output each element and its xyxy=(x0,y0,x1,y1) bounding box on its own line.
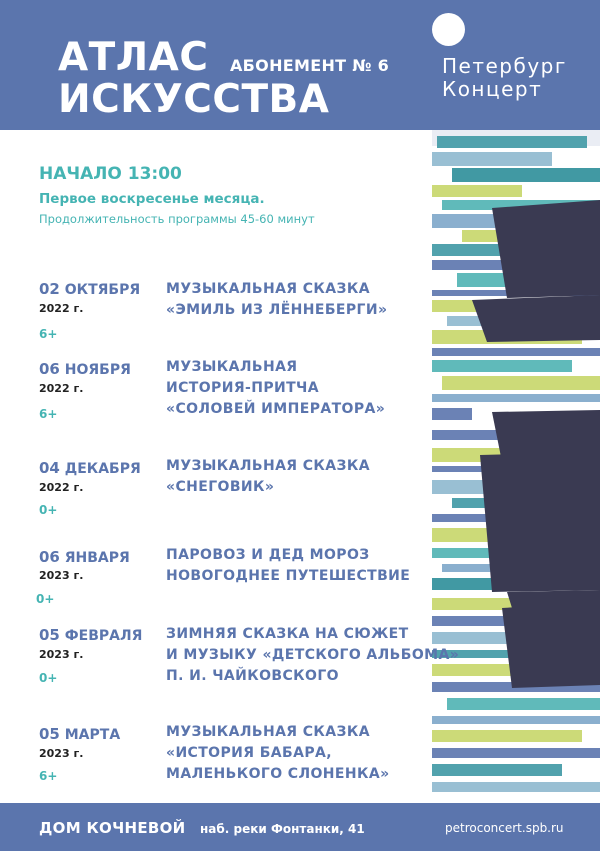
brand-logo-circle xyxy=(432,13,465,46)
event-month: МАРТА xyxy=(64,727,121,743)
event-day: 05 xyxy=(39,626,60,644)
series-title-line2: ИСКУССТВА xyxy=(58,77,330,122)
venue-address: наб. реки Фонтанки, 41 xyxy=(200,822,365,836)
series-title-line1: АТЛАС xyxy=(58,35,209,80)
event-title xyxy=(166,545,410,587)
event-title-line: НОВОГОДНЕЕ ПУТЕШЕСТВИЕ xyxy=(166,568,411,584)
event-title-line: «СОЛОВЕЙ ИМПЕРАТОРА» xyxy=(166,401,386,417)
brand-name-line2: Концерт xyxy=(442,77,543,101)
event-title xyxy=(166,357,385,420)
subscription-label: АБОНЕМЕНТ № 6 xyxy=(230,56,390,75)
event-date xyxy=(39,360,131,378)
brand-name-line1: Петербург xyxy=(442,54,567,78)
event-title-line: «ИСТОРИЯ БАБАРА, xyxy=(166,745,332,761)
event-month: ЯНВАРЯ xyxy=(64,550,130,566)
event-title-line: И МУЗЫКУ «ДЕТСКОГО АЛЬБОМА» xyxy=(166,647,460,663)
event-title-line: ИСТОРИЯ-ПРИТЧА xyxy=(166,380,320,396)
event-day: 06 xyxy=(39,360,60,378)
event-day: 05 xyxy=(39,725,60,743)
event-day: 04 xyxy=(39,459,60,477)
event-title xyxy=(166,456,370,498)
event-year: 2022 г. xyxy=(39,302,84,315)
event-title-line: П. И. ЧАЙКОВСКОГО xyxy=(166,668,339,684)
abstract-piano-graphic xyxy=(432,130,600,803)
event-title-line: МУЗЫКАЛЬНАЯ СКАЗКА xyxy=(166,724,370,740)
event-title-line: МУЗЫКАЛЬНАЯ СКАЗКА xyxy=(166,458,370,474)
website-link[interactable]: petroconcert.spb.ru xyxy=(445,821,564,835)
event-date xyxy=(39,280,140,298)
schedule-note: Первое воскресенье месяца. xyxy=(39,191,265,207)
piano-keys-artwork xyxy=(432,130,600,803)
age-rating: 0+ xyxy=(39,671,58,685)
event-title xyxy=(166,624,459,687)
age-rating: 6+ xyxy=(39,407,58,421)
age-rating: 0+ xyxy=(36,592,55,606)
event-title-line: «ЭМИЛЬ ИЗ ЛЁННЕБЕРГИ» xyxy=(166,302,388,318)
event-title-line: ЗИМНЯЯ СКАЗКА НА СЮЖЕТ xyxy=(166,626,409,642)
event-title xyxy=(166,722,390,785)
event-title-line: МУЗЫКАЛЬНАЯ СКАЗКА xyxy=(166,281,370,297)
event-year: 2022 г. xyxy=(39,382,84,395)
age-rating: 6+ xyxy=(39,769,58,783)
event-day: 02 xyxy=(39,280,60,298)
age-rating: 6+ xyxy=(39,327,58,341)
header-band xyxy=(0,0,600,130)
event-year: 2023 г. xyxy=(39,747,84,760)
event-title-line: ПАРОВОЗ И ДЕД МОРОЗ xyxy=(166,547,370,563)
event-month: НОЯБРЯ xyxy=(64,362,131,378)
event-date xyxy=(39,626,142,644)
duration-note: Продолжительность программы 45-60 минут xyxy=(39,212,315,226)
event-date xyxy=(39,725,120,743)
event-date xyxy=(39,459,141,477)
event-month: ОКТЯБРЯ xyxy=(64,282,141,298)
event-month: ДЕКАБРЯ xyxy=(64,461,141,477)
event-date xyxy=(39,548,130,566)
event-month: ФЕВРАЛЯ xyxy=(64,628,143,644)
footer-band xyxy=(0,803,600,851)
start-time: НАЧАЛО 13:00 xyxy=(39,164,182,184)
event-title-line: МАЛЕНЬКОГО СЛОНЕНКА» xyxy=(166,766,390,782)
event-year: 2023 г. xyxy=(39,569,84,582)
event-title-line: «СНЕГОВИК» xyxy=(166,479,275,495)
event-title xyxy=(166,279,387,321)
event-title-line: МУЗЫКАЛЬНАЯ xyxy=(166,359,298,375)
event-day: 06 xyxy=(39,548,60,566)
venue-name: ДОМ КОЧНЕВОЙ xyxy=(39,819,186,837)
age-rating: 0+ xyxy=(39,503,58,517)
event-year: 2022 г. xyxy=(39,481,84,494)
event-year: 2023 г. xyxy=(39,648,84,661)
